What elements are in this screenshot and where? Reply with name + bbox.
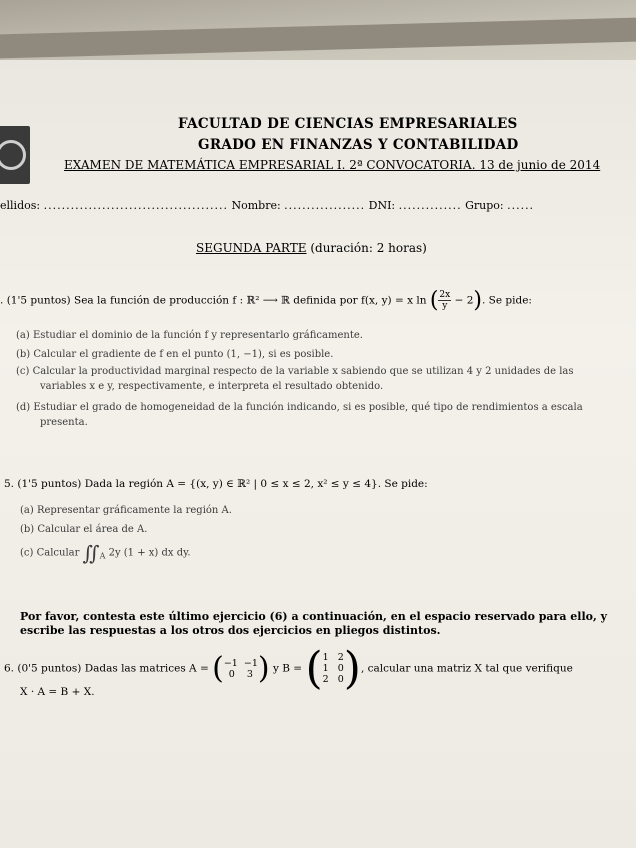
q6-text: Dadas las matrices A = — [84, 662, 209, 675]
matrix-a-row-2 — [224, 669, 258, 680]
q5-a-text: Representar gráficamente la región A. — [36, 505, 232, 516]
q4-item-c-cont: variables x e y, respectivamente, e interpreta el resultado obtenido. — [40, 381, 384, 392]
matrix-a — [224, 658, 258, 680]
q4-item-b — [16, 349, 333, 360]
q5-points: (1'5 puntos) — [17, 478, 82, 490]
matrix-b-cell: 0 — [337, 674, 344, 685]
matB-close: ) — [343, 643, 361, 694]
faculty-title: FACULTAD DE CIENCIAS EMPRESARIALES — [178, 116, 518, 132]
q5-item-a — [20, 505, 232, 516]
q4-fraction — [438, 290, 451, 311]
matA-close: ) — [257, 651, 270, 686]
q4-item-d-cont: presenta. — [40, 417, 88, 428]
matrix-b-cell: 1 — [322, 663, 329, 674]
q4-close-paren: ) — [473, 288, 482, 313]
q4-a-label: (a) — [16, 330, 30, 341]
exam-sheet — [0, 60, 636, 848]
instructions-line-1: Por favor, contesta este último ejercicio (6) a continuación, en el espacio reservado para ello, y — [20, 610, 608, 623]
q5-integrand: 2y (1 + x) dx dy. — [108, 547, 191, 559]
matrix-b-row-3 — [323, 674, 344, 685]
matrix-a-cell: 3 — [246, 668, 253, 680]
q4-number: . — [0, 294, 4, 307]
q4-after-frac: − 2 — [454, 294, 474, 307]
matB-open: ( — [305, 643, 323, 694]
matrix-a-row-1 — [224, 658, 258, 669]
matrix-a-cell: −1 — [243, 657, 258, 669]
q5-text: Dada la región A = {(x, y) ∈ ℝ² | 0 ≤ x ≤ 2, x² ≤ y ≤ 4}. Se pide: — [84, 478, 428, 490]
q4-b-text: Calcular el gradiente de f en el punto (1, −1), si es posible. — [33, 349, 334, 360]
q4-a-text: Estudiar el dominio de la función f y representarlo gráficamente. — [32, 330, 363, 341]
q6-equation: X · A = B + X. — [20, 686, 95, 698]
q4-statement — [0, 288, 532, 313]
matrix-b-cell: 2 — [322, 674, 329, 685]
section-heading — [196, 241, 427, 255]
q4-points: (1'5 puntos) — [6, 294, 71, 307]
name-dots[interactable]: .................. — [284, 199, 366, 212]
dni-label: DNI: — [368, 199, 396, 212]
q4-d-text-1: Estudiar el grado de homogeneidad de la función indicando, si es posible, qué tipo de rendimientos a escala — [33, 402, 583, 413]
q4-text: Sea la función de producción f : ℝ² ⟶ ℝ definida por f(x, y) = x ln — [74, 294, 427, 307]
matrix-b-cell: 1 — [322, 652, 329, 663]
dni-dots[interactable]: .............. — [398, 199, 462, 212]
q4-c-label: (c) — [16, 366, 30, 377]
q4-item-a — [16, 330, 363, 341]
q5-c-label: (c) — [20, 547, 34, 559]
matrix-b — [323, 652, 344, 685]
q4-c-text-1: Calcular la productividad marginal respecto de la variable x sabiendo que se utilizan 4 y 2 unidades de las — [32, 366, 574, 377]
q4-item-c — [16, 366, 574, 377]
q6-number: 6. — [4, 662, 15, 675]
q5-integral-region: A — [99, 551, 106, 561]
matrix-b-cell: 0 — [337, 663, 344, 674]
q6-points: (0'5 puntos) — [17, 662, 82, 675]
matrix-b-cell: 2 — [337, 652, 344, 663]
q4-frac-den: y — [442, 301, 448, 311]
group-dots[interactable]: ...... — [507, 199, 535, 212]
q5-number: 5. — [4, 478, 15, 490]
q4-item-d — [16, 402, 583, 413]
degree-title: GRADO EN FINANZAS Y CONTABILIDAD — [198, 137, 519, 153]
q5-b-text: Calcular el área de A. — [37, 524, 148, 535]
q6-and: y B = — [272, 662, 303, 675]
q4-d-label: (d) — [16, 402, 31, 413]
q5-statement — [4, 478, 428, 490]
q5-a-label: (a) — [20, 505, 34, 516]
university-logo — [0, 126, 30, 184]
name-label: Nombre: — [231, 199, 281, 212]
section-title: SEGUNDA PARTE — [196, 241, 307, 255]
q5-b-label: (b) — [20, 524, 35, 535]
matrix-b-row-2 — [323, 663, 344, 674]
q4-b-label: (b) — [16, 349, 31, 360]
matA-open: ( — [212, 651, 224, 686]
q4-tail: . Se pide: — [481, 294, 532, 307]
group-label: Grupo: — [465, 199, 504, 212]
surnames-label: ellidos: — [0, 199, 41, 212]
q5-integral-sign: ∬ — [82, 541, 100, 565]
matrix-b-row-1 — [323, 652, 344, 663]
instructions-line-2: escribe las respuestas a los otros dos ejercicios en pliegos distintos. — [20, 624, 441, 637]
q4-frac-num: 2x — [439, 290, 451, 300]
q5-item-c — [20, 541, 191, 565]
exam-title: EXAMEN DE MATEMÁTICA EMPRESARIAL I. 2ª CONVOCATORIA. 13 de junio de 2014 — [64, 158, 601, 172]
matrix-a-cell: 0 — [228, 668, 235, 680]
section-duration: (duración: 2 horas) — [310, 241, 427, 255]
q4-open-paren: ( — [429, 288, 439, 313]
q6-tail: , calcular una matriz X tal que verifique — [360, 662, 573, 675]
matrix-a-cell: −1 — [223, 657, 238, 669]
surnames-dots[interactable]: ......................................... — [43, 199, 228, 212]
student-fields — [0, 199, 636, 212]
q5-item-b — [20, 524, 147, 535]
q5-c-pre: Calcular — [36, 547, 80, 559]
